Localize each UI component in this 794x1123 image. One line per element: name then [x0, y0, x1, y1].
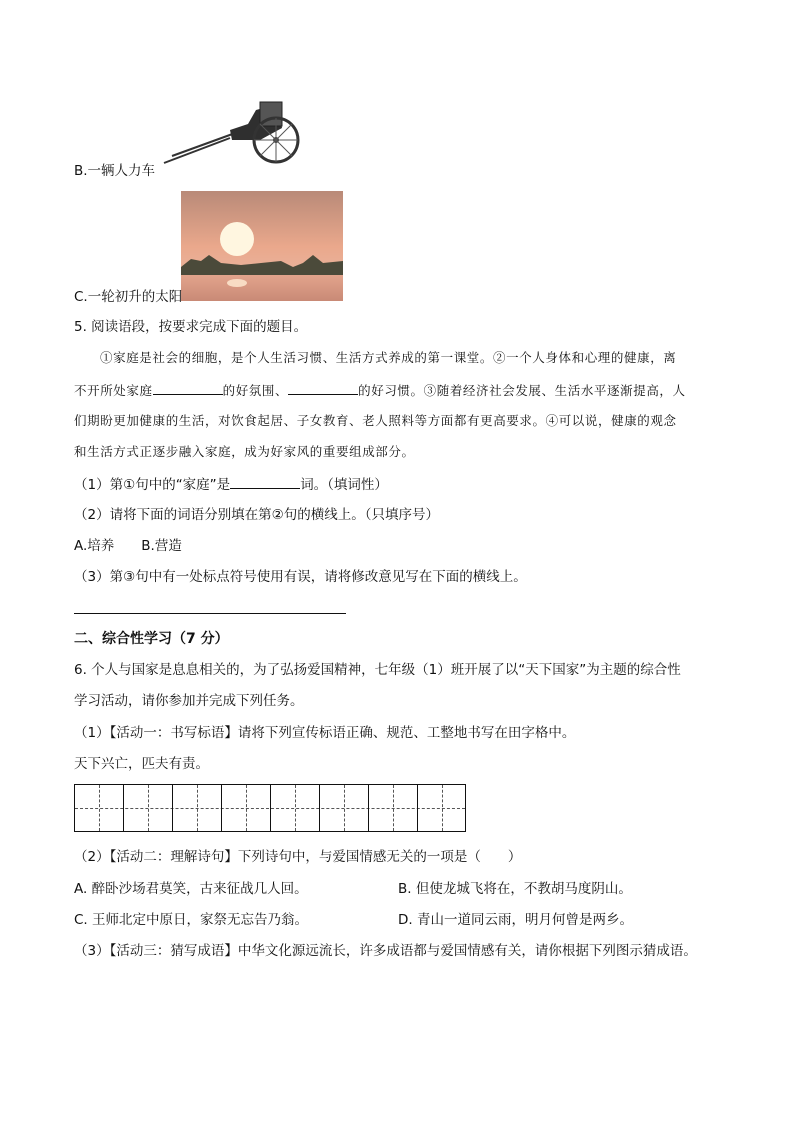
grid-cell: [149, 785, 174, 831]
grid-cell: [247, 785, 272, 831]
grid-cell: [222, 785, 247, 831]
option-a[interactable]: A. 醉卧沙场君莫笑，古来征战几人回。: [74, 881, 308, 897]
option-b[interactable]: B. 但使龙城飞将在，不教胡马度阴山。: [398, 881, 632, 897]
grid-cell: [296, 785, 321, 831]
grid-cell: [100, 785, 125, 831]
q5-passage-line2: [74, 381, 686, 400]
q6-activity1: （1）【活动一：书写标语】请将下列宣传标语正确、规范、工整地书写在田字格中。: [74, 725, 576, 741]
section-title: 二、综合性学习（7 分）: [74, 631, 229, 647]
q5-choices: A.培养 B.营造: [74, 538, 182, 554]
grid-cell: [75, 785, 100, 831]
grid-cell: [271, 785, 296, 831]
sub1-text-end: 词。（填词性）: [300, 477, 388, 493]
grid-cell: [320, 785, 345, 831]
q5-passage-line3: 们期盼更加健康的生活，对饮食起居、子女教育、老人照料等方面都有更高要求。④可以说，健康的观念: [74, 413, 677, 428]
option-c-label: C.一轮初升的太阳: [74, 289, 183, 305]
sub1-text: （1）第①句中的“家庭”是: [74, 477, 231, 493]
option-c[interactable]: C. 王师北定中原日，家祭无忘告乃翁。: [74, 912, 309, 928]
tianzige-grid[interactable]: [74, 784, 466, 832]
grid-cell: [418, 785, 443, 831]
q5-passage-line1: ①家庭是社会的细胞，是个人生活习惯、生活方式养成的第一课堂。②一个人身体和心理的健康，离: [100, 350, 677, 365]
q5-sub3: （3）第③句中有一处标点符号使用有误，请将修改意见写在下面的横线上。: [74, 569, 527, 585]
q6-activity3: （3）【活动三：猜写成语】中华文化源远流长，许多成语都与爱国情感有关，请你根据下列图示猜成语。: [74, 943, 697, 959]
q5-title: 5. 阅读语段，按要求完成下面的题目。: [74, 319, 308, 335]
q6-stem-line1: 6. 个人与国家是息息相关的，为了弘扬爱国精神，七年级（1）班开展了以“天下国家”为主题的综合性: [74, 662, 681, 678]
q6-stem-line2: 学习活动，请你参加并完成下列任务。: [74, 693, 304, 709]
rickshaw-image: [160, 100, 305, 166]
grid-cell: [394, 785, 419, 831]
q6-activity2: （2）【活动二：理解诗句】下列诗句中，与爱国情感无关的一项是（ ）: [74, 849, 522, 865]
q5-sub2: （2）请将下面的词语分别填在第②句的横线上。（只填序号）: [74, 507, 439, 523]
sunrise-image: [181, 191, 343, 301]
q5-passage-line4: 和生活方式正逐步融入家庭，成为好家风的重要组成部分。: [74, 444, 415, 459]
answer-line[interactable]: [74, 613, 346, 614]
q6-slogan: 天下兴亡，匹夫有责。: [74, 756, 209, 772]
passage-text: 不开所处家庭: [74, 383, 153, 398]
q5-sub1: [74, 475, 388, 494]
grid-cell: [124, 785, 149, 831]
grid-cell: [173, 785, 198, 831]
fill-blank-1[interactable]: [153, 381, 223, 395]
fill-blank-2[interactable]: [288, 381, 358, 395]
grid-cell: [198, 785, 223, 831]
fill-blank-pos[interactable]: [230, 475, 300, 489]
option-b-label: B.一辆人力车: [74, 163, 156, 179]
option-d[interactable]: D. 青山一道同云雨，明月何曾是两乡。: [398, 912, 633, 928]
passage-text: 的好习惯。③随着经济社会发展、生活水平逐渐提高，人: [358, 383, 686, 398]
grid-cell: [369, 785, 394, 831]
passage-text: 的好氛围、: [222, 383, 289, 398]
grid-cell: [345, 785, 370, 831]
